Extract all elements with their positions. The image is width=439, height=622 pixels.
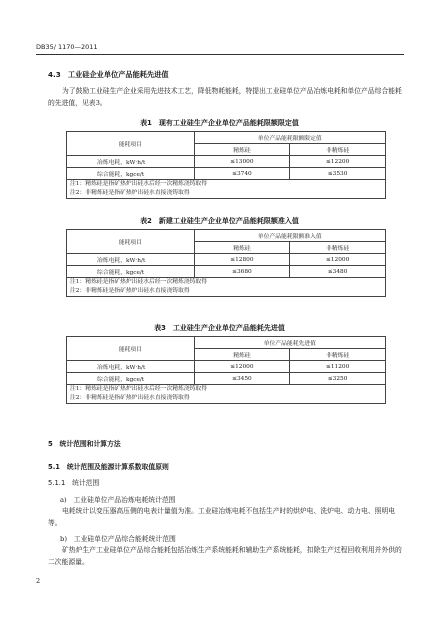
section-4-3-title: 4.3 工业硅企业单位产品能耗先进值 (48, 70, 169, 79)
section-5-1-1-title: 5.1.1 统计范围 (48, 479, 100, 487)
table1-row1-b: ≤12200 (290, 156, 386, 168)
table3-row2-item: 综合能耗，kgce/t (67, 373, 195, 385)
table1-row2-b: ≤3530 (290, 168, 386, 180)
section-5-title: 5 统计范围和计算方法 (48, 440, 121, 448)
table1-notes (67, 180, 386, 199)
table1-row1-item: 冶炼电耗，kW·h/t (67, 156, 195, 168)
table3-row1-b: ≤11200 (290, 361, 386, 373)
table1-caption: 表1 现有工业硅生产企业单位产品能耗限额限定值 (140, 119, 299, 127)
table3-row2-a: ≤3450 (194, 373, 290, 385)
table3-header-a: 精炼硅 (194, 349, 290, 361)
table1-header-b: 非精炼硅 (290, 144, 386, 156)
table1-note2: 注2：非精炼硅是指矿热炉出硅水直接浇铸取得 (70, 190, 190, 196)
table2-header-item: 能耗项目 (67, 230, 195, 254)
table1-header-group: 单位产品能耗限额限定值 (194, 132, 385, 144)
table2-note1: 注1：精炼硅是指矿热炉出硅水后经一次精炼浇铸取得 (70, 279, 208, 285)
table2-note2: 注2：非精炼硅是指矿热炉出硅水直接浇铸取得 (70, 288, 190, 294)
table2-row1-a: ≤12800 (194, 254, 290, 266)
table3-row1-item: 冶炼电耗，kW·h/t (67, 361, 195, 373)
table3-header-item: 能耗项目 (67, 337, 195, 361)
table3-note1: 注1：精炼硅是指矿热炉出硅水后经一次精炼浇铸取得 (70, 386, 208, 392)
table2-row1-b: ≤12000 (290, 254, 386, 266)
table1-row2-item: 综合能耗，kgce/t (67, 168, 195, 180)
table2-row2-b: ≤3480 (290, 266, 386, 278)
item-a-text: 电耗统计以变压器高压侧的电表计量值为准。工业硅冶炼电耗不包括生产时的烘炉电、洗炉电、动力电、照明电等。 (48, 507, 396, 527)
item-b-text: 矿热炉生产工业硅单位产品综合能耗包括冶炼生产系统能耗和辅助生产系统能耗，扣除生产过程回收利用并外供的二次能源量。 (48, 546, 402, 566)
table2-header-b: 非精炼硅 (290, 242, 386, 254)
item-b-label: b) 工业硅单位产品综合能耗统计范围 (60, 535, 176, 543)
table2 (66, 229, 386, 297)
table3-note2: 注2：非精炼硅是指矿热炉出硅水直接浇铸取得 (70, 395, 190, 401)
table-row (67, 168, 386, 180)
table1-header-a: 精炼硅 (194, 144, 290, 156)
table-row (67, 266, 386, 278)
table2-notes (67, 278, 386, 297)
table2-row2-a: ≤3680 (194, 266, 290, 278)
table3-header-b: 非精炼硅 (290, 349, 386, 361)
table1 (66, 131, 386, 199)
table2-row1-item: 冶炼电耗，kW·h/t (67, 254, 195, 266)
section-5-1-title: 5.1 统计范围及能源计算系数取值原则 (48, 463, 169, 471)
table-row (67, 156, 386, 168)
table1-row1-a: ≤13000 (194, 156, 290, 168)
table2-header-a: 精炼硅 (194, 242, 290, 254)
page-number: 2 (36, 577, 41, 585)
table3-caption: 表3 工业硅生产企业单位产品能耗先进值 (154, 324, 285, 332)
table3-notes (67, 385, 386, 404)
standard-code: DB35/ 1170—2011 (36, 43, 98, 51)
item-a-label: a) 工业硅单位产品冶炼电耗统计范围 (60, 496, 176, 504)
table3-row1-a: ≤12000 (194, 361, 290, 373)
table-row (67, 373, 386, 385)
table3-row2-b: ≤3250 (290, 373, 386, 385)
table1-note1: 注1：精炼硅是指矿热炉出硅水后经一次精炼浇铸取得 (70, 181, 208, 187)
header-rule (36, 54, 404, 55)
table3 (66, 336, 386, 404)
table2-row2-item: 综合能耗，kgce/t (67, 266, 195, 278)
table1-row2-a: ≤3740 (194, 168, 290, 180)
table-row (67, 254, 386, 266)
table2-caption: 表2 新建工业硅生产企业单位产品能耗限额准入值 (140, 217, 299, 225)
table1-header-item: 能耗项目 (67, 132, 195, 156)
table2-header-group: 单位产品能耗限额准入值 (194, 230, 385, 242)
table-row (67, 361, 386, 373)
table3-header-group: 单位产品能耗先进值 (194, 337, 385, 349)
section-4-3-paragraph: 为了鼓励工业硅生产企业采用先进技术工艺，降低物耗能耗，特提出工业硅单位产品冶炼电耗和单位产品综合能耗的先进值，见表3。 (48, 87, 402, 107)
